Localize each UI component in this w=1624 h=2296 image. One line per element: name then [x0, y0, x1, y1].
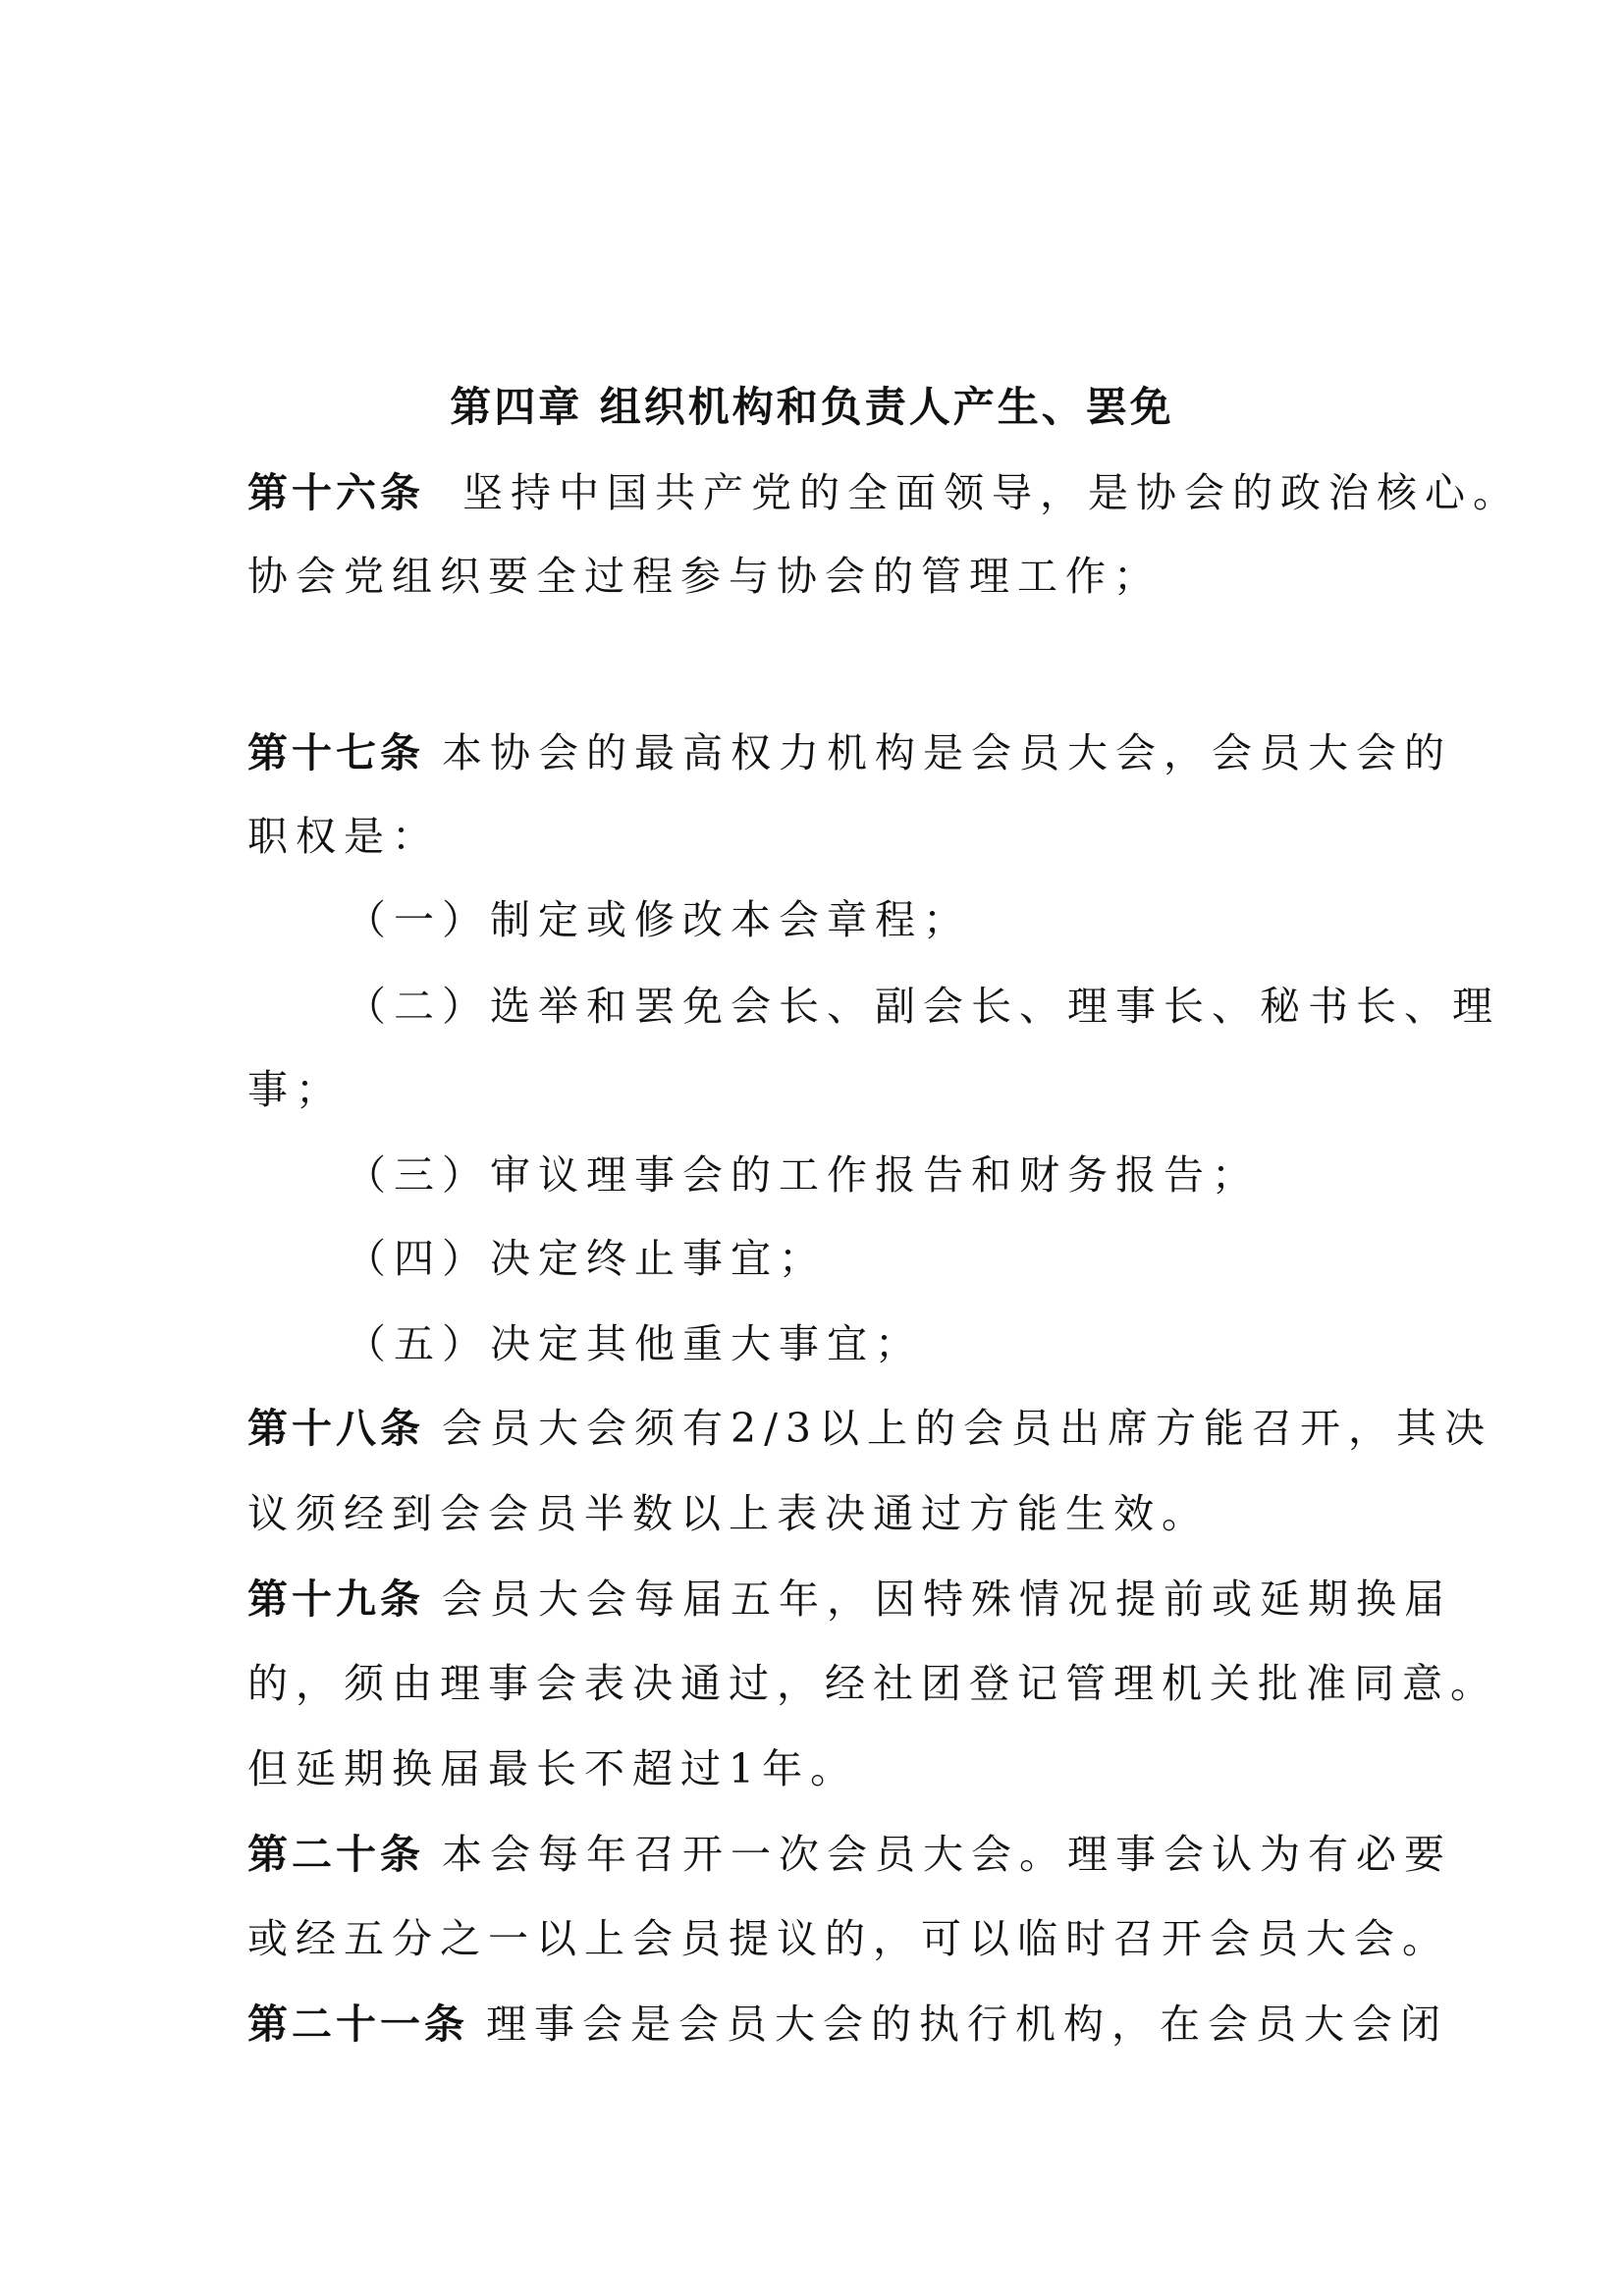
article-text: 本会每年召开一次会员大会。理事会认为有必要 — [442, 1831, 1452, 1878]
article-label: 第十九条 — [247, 1575, 424, 1623]
article-19-line-1 — [247, 1568, 1452, 1630]
list-item-text: （三）审议理事会的工作报告和财务报告； — [346, 1151, 1260, 1199]
article-text: 理事会是会员大会的执行机构，在会员大会闭 — [486, 2001, 1448, 2048]
article-label: 第二十条 — [247, 1831, 424, 1878]
article-18-line-1 — [247, 1397, 1492, 1460]
article-text: 本协会的最高权力机构是会员大会，会员大会的 — [442, 729, 1452, 776]
article-label: 第二十一条 — [247, 2001, 468, 2048]
article-label: 第十八条 — [247, 1405, 424, 1452]
article-text: 协会党组织要全过程参与协会的管理工作； — [247, 553, 1162, 600]
list-item-text: （一）制定或修改本会章程； — [346, 896, 971, 943]
article-16-line-1 — [247, 461, 1522, 524]
list-item-1 — [346, 888, 1428, 951]
article-text: 职权是： — [247, 813, 440, 860]
list-item-5 — [346, 1312, 1428, 1375]
list-item-text: （二）选举和罢免会长、副会长、理事长、秘书长、理 — [346, 983, 1500, 1030]
article-text: 议须经到会会员半数以上表决通过方能生效。 — [247, 1490, 1210, 1537]
article-text: 或经五分之一以上会员提议的，可以临时召开会员大会。 — [247, 1915, 1450, 1962]
article-19-line-3 — [247, 1737, 1428, 1800]
article-21-line-1 — [247, 1993, 1448, 2056]
list-item-2 — [346, 975, 1500, 1038]
list-item-2-continuation — [247, 1058, 1428, 1121]
article-17-line-1 — [247, 721, 1452, 784]
article-17-line-2 — [247, 805, 1428, 868]
article-20-line-1 — [247, 1823, 1452, 1886]
article-19-line-2 — [247, 1652, 1498, 1715]
list-item-text: （五）决定其他重大事宜； — [346, 1320, 923, 1367]
article-18-line-2 — [247, 1482, 1428, 1545]
list-item-4 — [346, 1227, 1428, 1290]
article-text: 的，须由理事会表决通过，经社团登记管理机关批准同意。 — [247, 1660, 1498, 1707]
article-16-line-2 — [247, 545, 1428, 608]
article-label: 第十七条 — [247, 729, 424, 776]
article-text: 坚持中国共产党的全面领导，是协会的政治核心。 — [442, 469, 1522, 516]
article-text: 但延期换届最长不超过1年。 — [247, 1745, 859, 1792]
article-20-line-2 — [247, 1907, 1450, 1970]
list-item-text: （四）决定终止事宜； — [346, 1235, 827, 1282]
chapter-title: 第四章 组织机构和负责人产生、罢免 — [450, 383, 1174, 431]
article-text: 会员大会每届五年，因特殊情况提前或延期换届 — [442, 1575, 1452, 1623]
article-label: 第十六条 — [247, 469, 424, 516]
list-item-text: 事； — [247, 1066, 344, 1113]
article-text: 会员大会须有2/3以上的会员出席方能召开，其决 — [442, 1405, 1492, 1452]
list-item-3 — [346, 1144, 1428, 1206]
